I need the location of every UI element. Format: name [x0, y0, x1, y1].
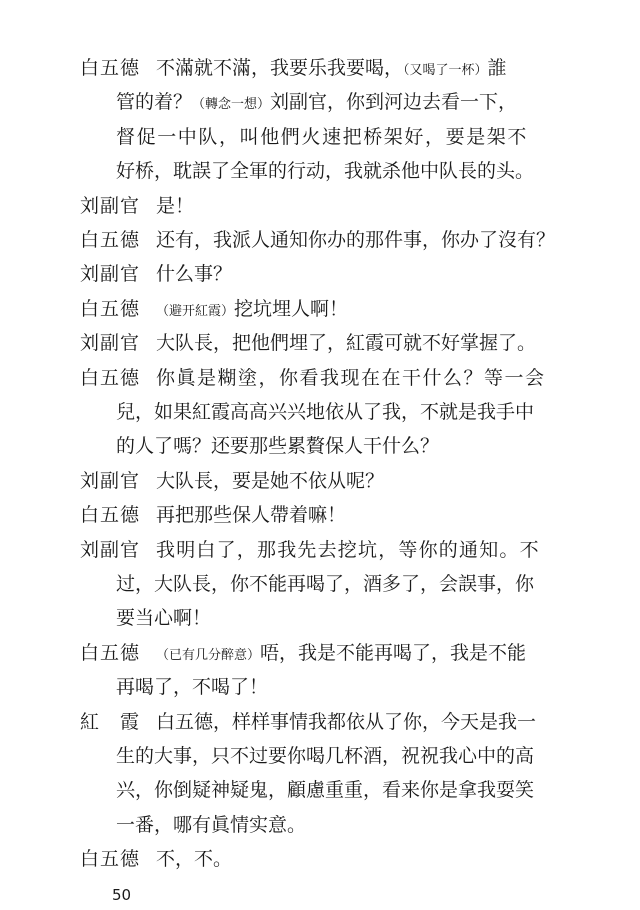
dialogue-text: 兴，你倒疑神疑鬼，顧慮重重，看来你是拿我耍笑: [116, 779, 535, 802]
dialogue-text: 唔，我是不能再喝了，我是不能: [260, 641, 527, 664]
dialogue-text: 是！: [156, 194, 195, 217]
dialogue-text: 不，不。: [156, 848, 233, 871]
dialogue-text: 的人了嗎？还要那些累贅保人干什么？: [116, 435, 440, 458]
dialogue-text: 好桥，耽誤了全軍的行动，我就杀他中队長的头。: [116, 160, 535, 183]
dialogue-text: 我明白了，那我先去挖坑，等你的通知。不: [156, 538, 540, 561]
dialogue-text: 大队長，要是她不依从呢？: [156, 469, 385, 492]
speaker-name: 白五德: [80, 848, 141, 871]
stage-direction: （避开紅霞）: [156, 303, 235, 319]
speaker-name: 白五德: [80, 297, 141, 320]
speaker-name: 紅 霞: [80, 710, 141, 733]
dialogue-text: 再喝了，不喝了！: [116, 676, 269, 699]
speaker-name: 白五德: [80, 641, 141, 664]
speaker-name: 刘副官: [80, 263, 141, 286]
dialogue-text: 誰: [487, 57, 507, 79]
stage-direction: （又喝了一杯）: [403, 63, 488, 78]
dialogue-text: 要当心啊！: [116, 607, 212, 630]
speaker-name: 白五德: [80, 504, 141, 527]
dialogue-text: 不滿就不滿，我要乐我要喝，: [156, 57, 404, 79]
dialogue-text: 生的大事，只不过要你喝几杯酒，祝祝我心中的高: [116, 745, 535, 767]
dialogue-text: 过，大队長，你不能再喝了，酒多了，会誤事，你: [116, 573, 535, 595]
stage-direction: （轉念一想）: [192, 97, 271, 113]
dialogue-text: 大队長，把他們埋了，紅霞可就不好掌握了。: [156, 332, 537, 355]
speaker-name: 刘副官: [80, 538, 141, 561]
speaker-name: 刘副官: [80, 332, 141, 355]
page-number: 50: [112, 886, 132, 904]
dialogue-text: 你眞是糊塗，你看我现在在干什么？等一会: [156, 366, 546, 389]
speaker-name: 白五德: [80, 57, 141, 79]
dialogue-text: 一番，哪有眞情实意。: [116, 813, 307, 836]
dialogue-text: 再把那些保人帶着嘛！: [156, 504, 347, 527]
dialogue-text: 白五德，样样事情我都依从了你，今天是我一: [156, 710, 537, 733]
dialogue-text: 挖坑埋人啊！: [234, 297, 349, 320]
speaker-name: 白五德: [80, 229, 141, 251]
dialogue-text: 督促一中队，叫他們火速把桥架好，要是架不: [116, 125, 529, 148]
dialogue-text: 管的着？: [116, 91, 193, 114]
dialogue-text: 刘副官，你到河边去看一下，: [270, 91, 518, 114]
speaker-name: 刘副官: [80, 194, 141, 217]
speaker-name: 刘副官: [80, 469, 141, 492]
stage-direction: （已有几分醉意）: [156, 647, 261, 663]
speaker-name: 白五德: [80, 366, 141, 389]
dialogue-text: 兒，如果紅霞高高兴兴地依从了我，不就是我手中: [116, 401, 535, 423]
dialogue-text: 什么事？: [156, 263, 233, 286]
dialogue-text: 还有，我派人通知你办的那件事，你办了沒有？: [156, 229, 556, 251]
